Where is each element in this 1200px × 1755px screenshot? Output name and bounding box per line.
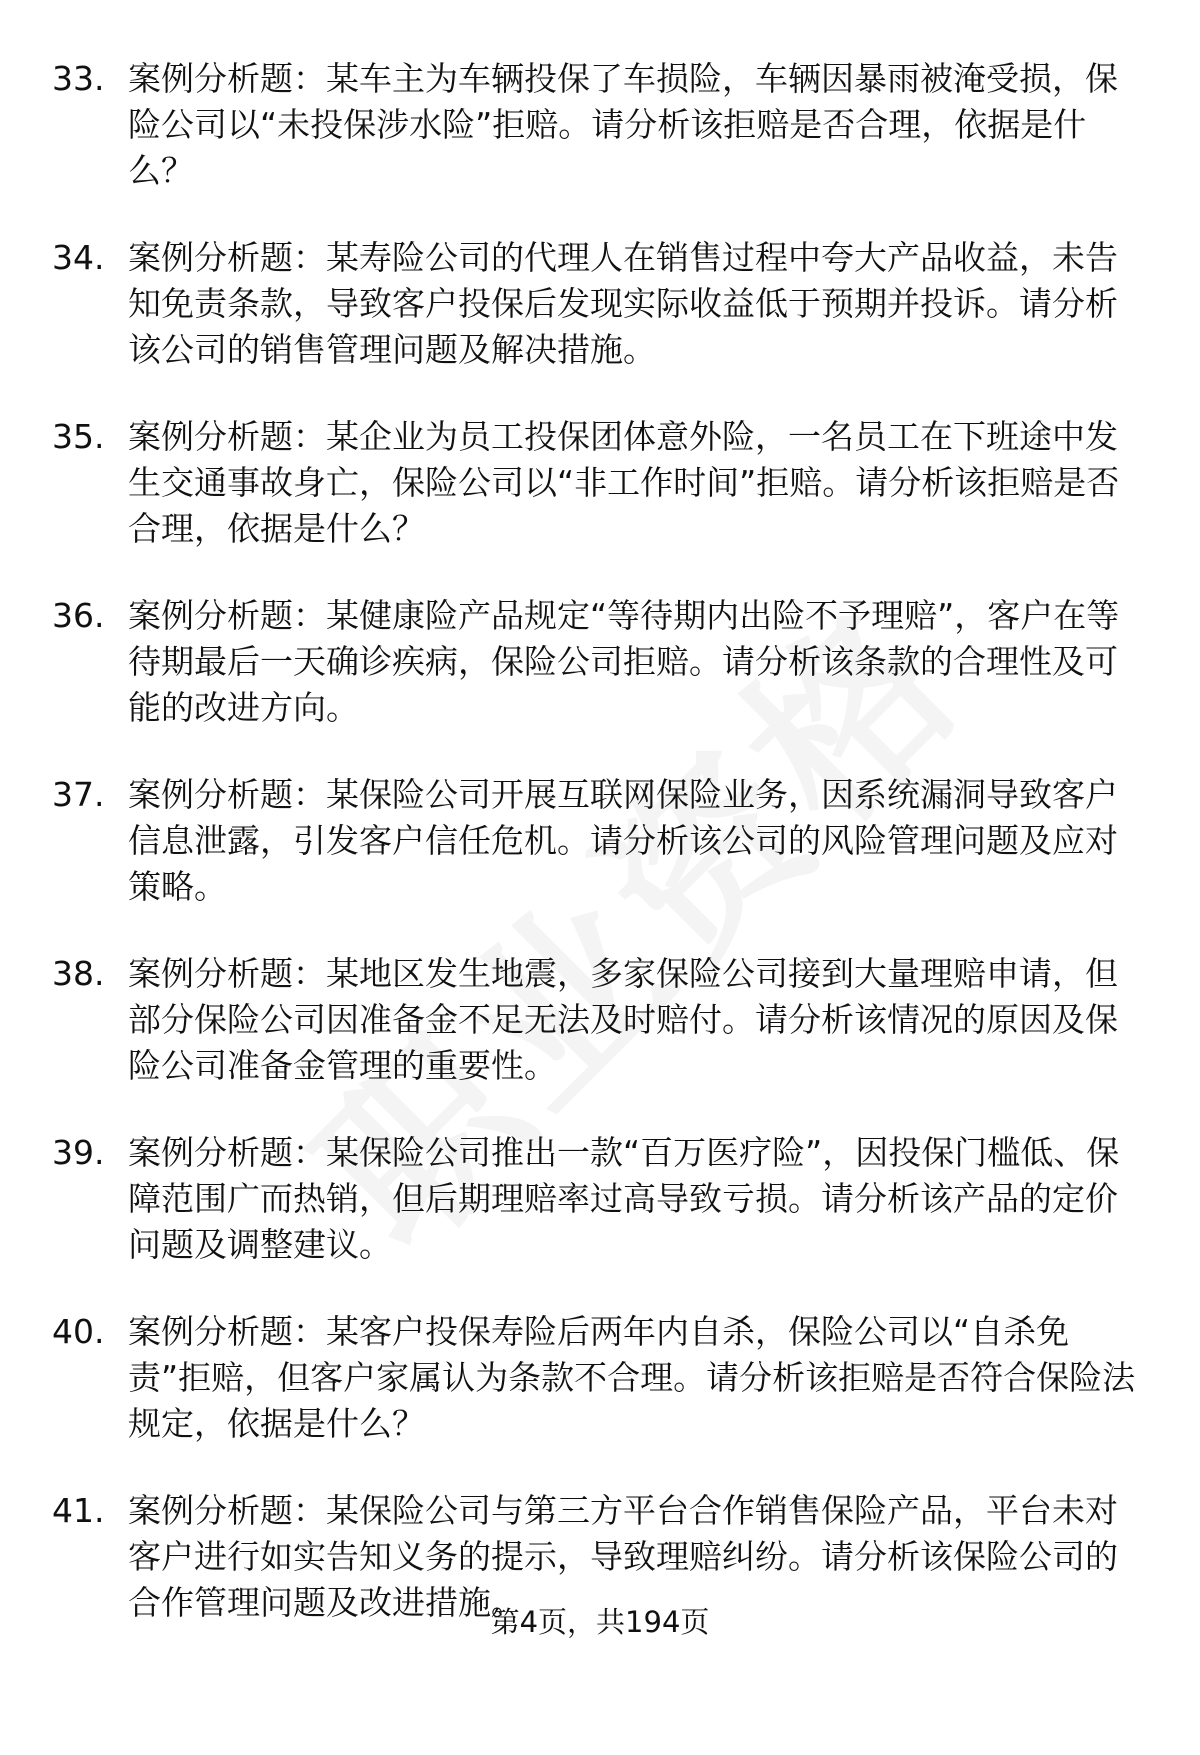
question-item (0, 593, 1200, 731)
question-number: 38. (52, 954, 105, 993)
question-text: 案例分析题：某企业为员工投保团体意外险，一名员工在下班途中发生交通事故身亡，保险公司以“非工作时间”拒赔。请分析该拒赔是否合理，依据是什么？ (128, 417, 1120, 548)
question-item (0, 772, 1200, 910)
question-text: 案例分析题：某寿险公司的代理人在销售过程中夸大产品收益，未告知免责条款，导致客户投保后发现实际收益低于预期并投诉。请分析该公司的销售管理问题及解决措施。 (128, 238, 1118, 369)
page-footer: 第4页，共194页 (490, 1605, 710, 1639)
question-text: 案例分析题：某地区发生地震，多家保险公司接到大量理赔申请，但部分保险公司因准备金不足无法及时赔付。请分析该情况的原因及保险公司准备金管理的重要性。 (128, 954, 1118, 1085)
question-item (0, 951, 1200, 1089)
question-list (0, 56, 1200, 1667)
question-text: 案例分析题：某车主为车辆投保了车损险，车辆因暴雨被淹受损，保险公司以“未投保涉水险”拒赔。请分析该拒赔是否合理，依据是什么？ (128, 59, 1118, 190)
question-text: 案例分析题：某保险公司推出一款“百万医疗险”，因投保门槛低、保障范围广而热销，但后期理赔率过高导致亏损。请分析该产品的定价问题及调整建议。 (128, 1133, 1120, 1264)
question-number: 33. (52, 59, 105, 98)
question-number: 34. (52, 238, 105, 277)
question-item (0, 414, 1200, 552)
question-number: 40. (52, 1312, 105, 1351)
question-text: 案例分析题：某客户投保寿险后两年内自杀，保险公司以“自杀免责”拒赔，但客户家属认为条款不合理。请分析该拒赔是否符合保险法规定，依据是什么？ (128, 1312, 1136, 1443)
question-number: 41. (52, 1491, 105, 1530)
question-number: 35. (52, 417, 105, 456)
question-number: 37. (52, 775, 105, 814)
question-item (0, 56, 1200, 194)
question-text: 案例分析题：某保险公司开展互联网保险业务，因系统漏洞导致客户信息泄露，引发客户信任危机。请分析该公司的风险管理问题及应对策略。 (128, 775, 1118, 906)
question-item (0, 235, 1200, 373)
question-item (0, 1309, 1200, 1447)
question-number: 36. (52, 596, 105, 635)
question-number: 39. (52, 1133, 105, 1172)
question-text: 案例分析题：某保险公司与第三方平台合作销售保险产品，平台未对客户进行如实告知义务的提示，导致理赔纠纷。请分析该保险公司的合作管理问题及改进措施。 (128, 1491, 1118, 1622)
question-item (0, 1130, 1200, 1268)
question-text: 案例分析题：某健康险产品规定“等待期内出险不予理赔”，客户在等待期最后一天确诊疾病，保险公司拒赔。请分析该条款的合理性及可能的改进方向。 (128, 596, 1120, 727)
